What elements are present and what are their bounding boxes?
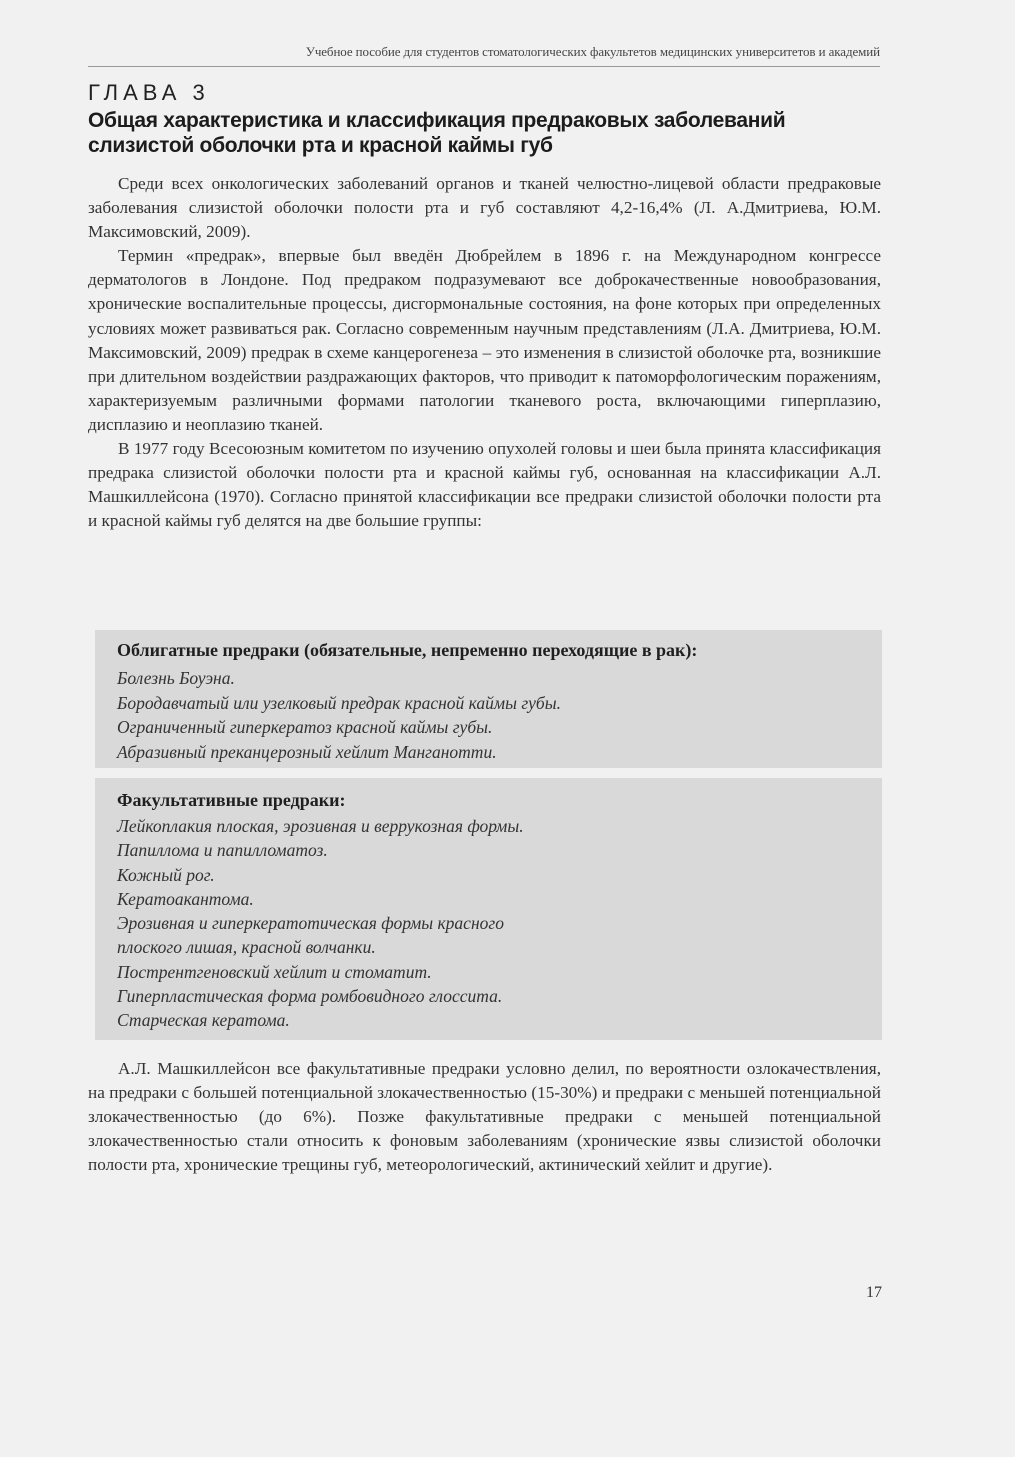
chapter-title [88,108,888,158]
chapter-title-line-1: Общая характеристика и классификация предраковых заболеваний [88,109,786,132]
paragraph-intro-1: Среди всех онкологических заболеваний органов и тканей челюстно-лицевой области предраковые заболевания слизистой оболочки полости рта и губ составляют 4,2-16,4% (Л. А.Дмитриева, Ю.М. Максимовский, 2009). [88,174,881,242]
list-item: Пострентгеновский хейлит и стоматит. [117,961,432,982]
list-item: Болезнь Боуэна. [117,668,235,688]
obligate-precancer-box [95,630,882,768]
list-item: Бородавчатый или узелковый предрак красной каймы губы. [117,692,561,713]
paragraph-closing: А.Л. Машкиллейсон все факультативные предраки условно делил, по вероятности озлокачествления, на предраки с большей потенциальной злокачественностью (15-30%) и предраки с меньшей потенциальной злокачественностью (до 6%). Позже факультативные предраки с меньшей потенциальной злокачественностью стали относить к фоновым заболеваниям (хронические язвы слизистой оболочки полости рта, хронические трещины губ, метеорологический, актинический хейлит и другие). [88,1059,881,1175]
list-item: Кожный рог. [117,864,215,885]
list-item: плоского лишая, красной волчанки. [117,937,376,958]
list-item: Ограниченный гиперкератоз красной каймы губы. [117,717,493,738]
running-header: Учебное пособие для студентов стоматологических факультетов медицинских университетов и академий [305,44,880,59]
header-rule [88,66,880,67]
facultative-precancer-box [95,778,882,1040]
chapter-label: ГЛАВА 3 [88,80,210,105]
obligate-list [117,666,561,764]
intro-text [88,172,881,533]
list-item: Гиперпластическая форма ромбовидного глоссита. [117,986,503,1007]
list-item: Лейкоплакия плоская, эрозивная и веррукозная формы. [117,816,524,836]
facultative-list [117,814,524,1033]
list-item: Кератоакантома. [117,888,254,909]
closing-text [88,1057,881,1177]
chapter-title-line-2: слизистой оболочки рта и красной каймы губ [88,134,553,157]
list-item: Эрозивная и гиперкератотическая формы красного [117,913,504,934]
paragraph-intro-2: Термин «предрак», впервые был введён Дюбрейлем в 1896 г. на Международном конгрессе дерматологов в Лондоне. Под предраком подразумевают все доброкачественные новообразования, хронические воспалительные процессы, дисгормональные состояния, на фоне которых при определенных условиях может развиваться рак. Согласно современным научным представлениям (Л.А. Дмитриева, Ю.М. Максимовский, 2009) предрак в схеме канцерогенеза – это изменения в слизистой оболочке рта, возникшие при длительном воздействии раздражающих факторов, что приводит к патоморфологическим поражениям, характеризуемым различными формами патологии тканевого роста, включающими гиперплазию, дисплазию и неоплазию тканей. [88,246,881,434]
obligate-heading: Облигатные предраки (обязательные, непременно переходящие в рак): [117,640,698,660]
list-item: Абразивный преканцерозный хейлит Манганотти. [117,741,497,762]
list-item: Папиллома и папилломатоз. [117,840,328,861]
facultative-heading: Факультативные предраки: [117,790,346,810]
list-item: Старческая кератома. [117,1010,290,1031]
page-number: 17 [866,1284,882,1301]
paragraph-intro-3: В 1977 году Всесоюзным комитетом по изучению опухолей головы и шеи была принята классификация предрака слизистой оболочки полости рта и красной каймы губ, основанная на классификации А.Л. Машкиллейсона (1970). Согласно принятой классификации все предраки слизистой оболочки полости рта и красной каймы губ делятся на две большие группы: [88,439,881,531]
